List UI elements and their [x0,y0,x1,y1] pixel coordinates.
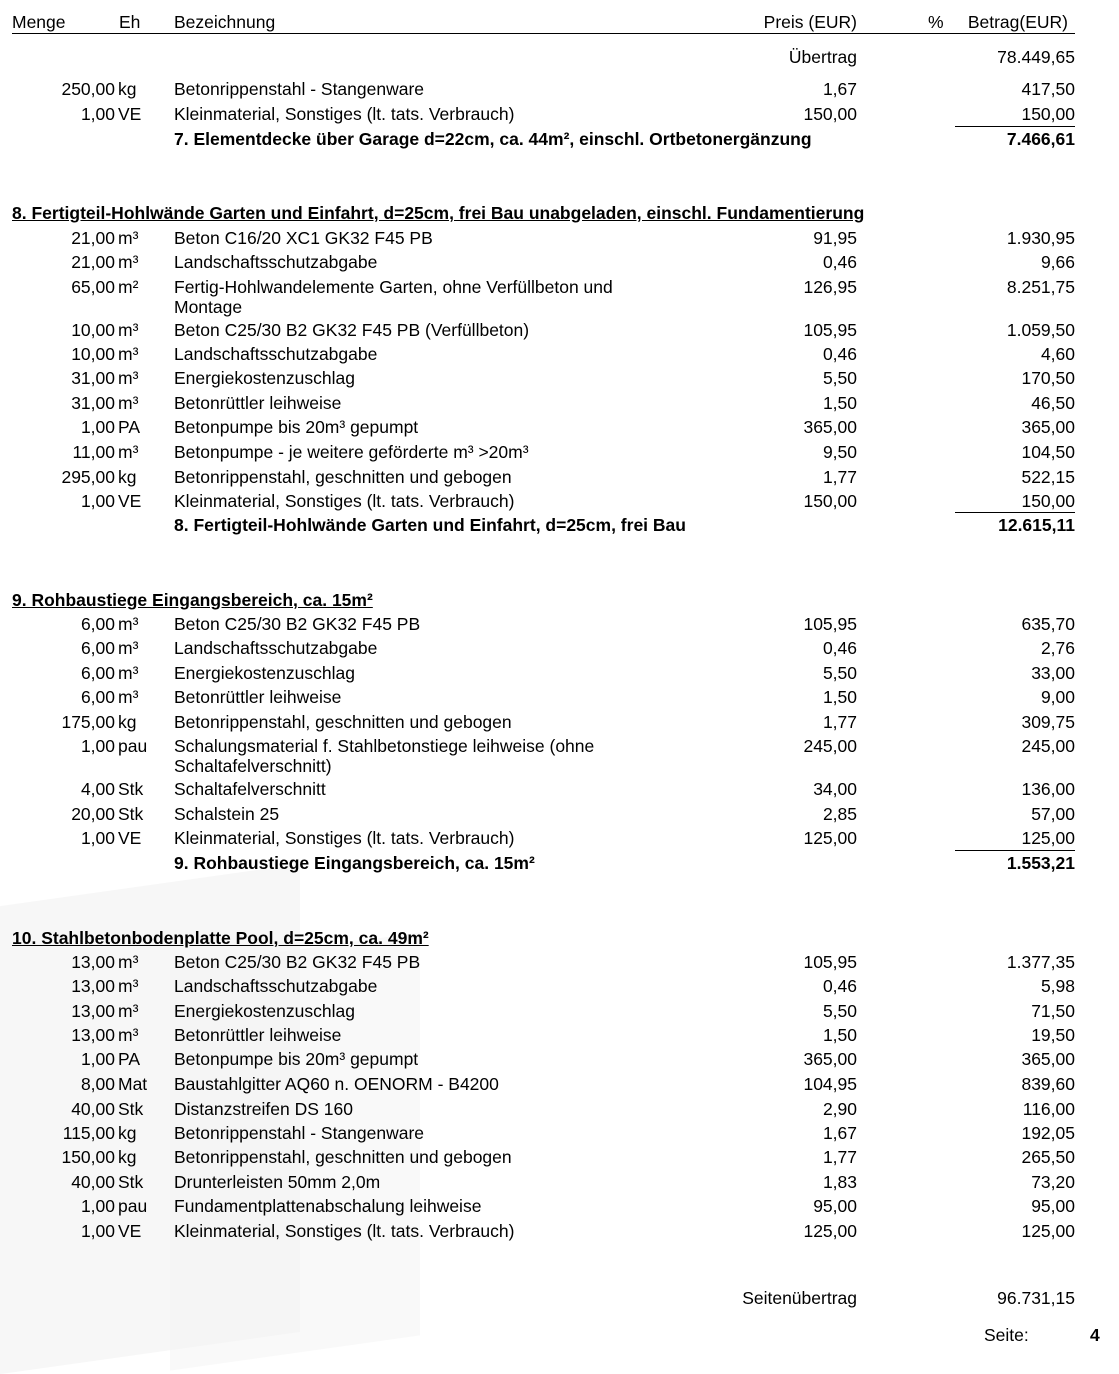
item-quantity: 1,00 [80,491,115,511]
item-unit: m³ [118,1001,139,1021]
item-unit-price: 365,00 [803,1049,857,1069]
item-unit-price: 2,85 [822,804,857,824]
item-amount: 1.930,95 [1006,228,1075,248]
item-description: Betonrippenstahl - Stangenware [174,79,425,99]
item-quantity: 1,00 [80,828,115,848]
item-description: Beton C25/30 B2 GK32 F45 PB [174,952,421,972]
item-unit: m³ [118,663,139,683]
item-unit-price: 95,00 [813,1196,857,1216]
item-amount: 125,00 [1021,1221,1075,1241]
item-amount: 104,50 [1021,442,1075,462]
item-amount: 8.251,75 [1006,277,1075,297]
section-total-value: 1.553,21 [1006,853,1075,873]
col-prozent-header: % [928,12,944,32]
item-unit-price: 150,00 [803,491,857,511]
item-amount: 2,76 [1040,638,1075,658]
item-description: Betonpumpe - je weitere geförderte m³ >20m³ [174,442,529,462]
item-quantity: 8,00 [80,1074,115,1094]
item-amount: 150,00 [1021,491,1075,511]
item-amount: 417,50 [1021,79,1075,99]
item-description: Drunterleisten 50mm 2,0m [174,1172,381,1192]
item-amount: 170,50 [1021,368,1075,388]
item-unit-price: 125,00 [803,828,857,848]
item-amount: 635,70 [1021,614,1075,634]
item-unit-price: 34,00 [813,779,857,799]
item-quantity: 31,00 [71,368,115,388]
item-amount: 125,00 [1021,828,1075,848]
uebertrag-value: 78.449,65 [997,47,1075,67]
item-description: Landschaftsschutzabgabe [174,252,378,272]
item-unit: Stk [118,1172,144,1192]
item-unit: pau [118,1196,148,1216]
section-total-value: 12.615,11 [998,515,1075,535]
item-description: Fundamentplattenabschalung leihweise [174,1196,482,1216]
item-description: Beton C16/20 XC1 GK32 F45 PB [174,228,433,248]
item-quantity: 6,00 [80,638,115,658]
item-unit: kg [118,1147,137,1167]
item-quantity: 250,00 [61,79,115,99]
item-unit-price: 1,83 [822,1172,857,1192]
item-quantity: 10,00 [71,320,115,340]
seitenuebertrag-label: Seitenübertrag [742,1288,857,1308]
item-unit-price: 125,00 [803,1221,857,1241]
item-description: Kleinmaterial, Sonstiges (lt. tats. Verbrauch) [174,828,515,848]
col-betrag-header: Betrag(EUR) [967,12,1068,32]
item-amount: 33,00 [1031,663,1075,683]
item-unit: VE [118,104,142,124]
item-quantity: 1,00 [80,1049,115,1069]
item-quantity: 6,00 [80,663,115,683]
item-unit: kg [118,712,137,732]
item-unit: Stk [118,804,144,824]
item-unit-price: 0,46 [822,252,857,272]
item-quantity: 65,00 [71,277,115,297]
item-description-cont: Schaltafelverschnitt) [174,756,332,776]
section-total-rule [955,512,1075,513]
item-unit: Stk [118,779,144,799]
item-amount: 5,98 [1040,976,1075,996]
item-quantity: 21,00 [71,228,115,248]
item-amount: 1.377,35 [1006,952,1075,972]
item-quantity: 40,00 [71,1172,115,1192]
item-unit-price: 0,46 [822,638,857,658]
item-unit-price: 0,46 [822,344,857,364]
item-unit-price: 1,67 [822,1123,857,1143]
item-description: Distanzstreifen DS 160 [174,1099,353,1119]
item-quantity: 115,00 [62,1123,115,1143]
section-total-value: 7.466,61 [1006,129,1075,149]
item-amount: 1.059,50 [1006,320,1075,340]
page-label: Seite: [984,1325,1029,1345]
item-description: Energiekostenzuschlag [174,368,355,388]
item-amount: 309,75 [1021,712,1075,732]
item-description: Landschaftsschutzabgabe [174,976,378,996]
item-unit: m³ [118,344,139,364]
item-amount: 839,60 [1021,1074,1075,1094]
item-unit-price: 150,00 [803,104,857,124]
item-quantity: 31,00 [71,393,115,413]
item-unit-price: 105,95 [803,320,857,340]
item-quantity: 150,00 [61,1147,115,1167]
item-description: Baustahlgitter AQ60 n. OENORM - B4200 [174,1074,499,1094]
item-unit: m² [118,277,139,297]
item-quantity: 1,00 [80,104,115,124]
col-bezeichnung-header: Bezeichnung [174,12,276,32]
item-amount: 73,20 [1031,1172,1075,1192]
item-unit-price: 245,00 [803,736,857,756]
item-description: Landschaftsschutzabgabe [174,344,378,364]
item-unit-price: 1,50 [822,393,857,413]
item-unit: m³ [118,1025,139,1045]
item-unit: m³ [118,442,139,462]
item-unit-price: 2,90 [822,1099,857,1119]
item-unit-price: 105,95 [803,614,857,634]
item-quantity: 1,00 [80,1221,115,1241]
item-unit-price: 5,50 [822,368,857,388]
item-unit-price: 0,46 [822,976,857,996]
item-description: Landschaftsschutzabgabe [174,638,378,658]
item-unit-price: 1,50 [822,687,857,707]
item-description: Betonrüttler leihweise [174,1025,342,1045]
item-description: Betonpumpe bis 20m³ gepumpt [174,1049,419,1069]
item-unit: Mat [118,1074,148,1094]
item-unit: PA [118,1049,141,1069]
item-quantity: 13,00 [71,952,115,972]
item-unit: PA [118,417,141,437]
item-unit: m³ [118,393,139,413]
item-quantity: 20,00 [71,804,115,824]
col-preis-header: Preis (EUR) [763,12,857,32]
item-unit: kg [118,1123,137,1143]
item-unit: m³ [118,228,139,248]
item-quantity: 1,00 [80,1196,115,1216]
item-unit: m³ [118,687,139,707]
item-unit-price: 365,00 [803,417,857,437]
item-description: Betonrippenstahl, geschnitten und gebogen [174,1147,512,1167]
item-unit: m³ [118,638,139,658]
item-amount: 116,00 [1022,1099,1075,1119]
item-description: Kleinmaterial, Sonstiges (lt. tats. Verbrauch) [174,491,515,511]
item-unit-price: 1,67 [822,79,857,99]
item-unit-price: 5,50 [822,663,857,683]
col-eh-header: Eh [119,12,141,32]
item-unit: m³ [118,614,139,634]
item-amount: 265,50 [1021,1147,1075,1167]
item-unit-price: 1,77 [822,467,857,487]
item-quantity: 295,00 [61,467,115,487]
item-unit: m³ [118,976,139,996]
item-amount: 71,50 [1031,1001,1075,1021]
item-unit: m³ [118,368,139,388]
item-unit-price: 1,77 [822,1147,857,1167]
item-quantity: 4,00 [80,779,115,799]
item-description: Beton C25/30 B2 GK32 F45 PB [174,614,421,634]
item-unit-price: 104,95 [803,1074,857,1094]
section-total-label: 8. Fertigteil-Hohlwände Garten und Einfahrt, d=25cm, frei Bau [174,515,686,535]
item-amount: 150,00 [1021,104,1075,124]
item-description: Energiekostenzuschlag [174,1001,355,1021]
item-amount: 4,60 [1040,344,1075,364]
item-quantity: 6,00 [80,614,115,634]
item-description: Schaltafelverschnitt [174,779,326,799]
item-unit-price: 126,95 [803,277,857,297]
item-description: Beton C25/30 B2 GK32 F45 PB (Verfüllbeton) [174,320,530,340]
item-quantity: 21,00 [71,252,115,272]
item-unit: kg [118,79,137,99]
item-description: Betonrippenstahl, geschnitten und gebogen [174,467,512,487]
col-menge-header: Menge [12,12,66,32]
item-amount: 9,66 [1040,252,1075,272]
item-description: Betonrippenstahl, geschnitten und gebogen [174,712,512,732]
item-unit: kg [118,467,137,487]
item-amount: 245,00 [1021,736,1075,756]
item-amount: 136,00 [1021,779,1075,799]
item-quantity: 13,00 [71,976,115,996]
item-description: Betonrippenstahl - Stangenware [174,1123,425,1143]
uebertrag-label: Übertrag [788,47,857,67]
item-unit-price: 9,50 [822,442,857,462]
item-unit: m³ [118,952,139,972]
section-heading: 10. Stahlbetonbodenplatte Pool, d=25cm, ca. 49m² [12,928,429,948]
page-number: 4 [1090,1325,1100,1345]
item-quantity: 11,00 [72,442,115,462]
item-unit-price: 105,95 [803,952,857,972]
item-quantity: 13,00 [71,1001,115,1021]
item-quantity: 40,00 [71,1099,115,1119]
item-amount: 95,00 [1031,1196,1075,1216]
item-description: Betonrüttler leihweise [174,393,342,413]
item-quantity: 10,00 [71,344,115,364]
item-amount: 46,50 [1031,393,1075,413]
item-quantity: 175,00 [61,712,115,732]
item-amount: 365,00 [1021,1049,1075,1069]
header-rule [12,33,1075,34]
item-amount: 19,50 [1031,1025,1075,1045]
item-amount: 365,00 [1021,417,1075,437]
item-description-cont: Montage [174,297,243,317]
item-description: Kleinmaterial, Sonstiges (lt. tats. Verbrauch) [174,104,515,124]
section-total-label: 9. Rohbaustiege Eingangsbereich, ca. 15m² [174,853,535,873]
section-total-label: 7. Elementdecke über Garage d=22cm, ca. 44m², einschl. Ortbetonergänzung [174,129,812,149]
item-unit: VE [118,828,142,848]
item-unit-price: 5,50 [822,1001,857,1021]
item-description: Fertig-Hohlwandelemente Garten, ohne Verfüllbeton und [174,277,613,297]
item-amount: 522,15 [1021,467,1075,487]
item-unit-price: 1,77 [822,712,857,732]
item-unit: VE [118,1221,142,1241]
item-unit-price: 91,95 [813,228,857,248]
item-description: Schalstein 25 [174,804,280,824]
item-quantity: 13,00 [71,1025,115,1045]
section-total-rule [955,850,1075,851]
item-quantity: 6,00 [80,687,115,707]
item-quantity: 1,00 [80,417,115,437]
item-description: Betonpumpe bis 20m³ gepumpt [174,417,419,437]
item-amount: 57,00 [1031,804,1075,824]
item-unit-price: 1,50 [822,1025,857,1045]
item-unit: m³ [118,320,139,340]
item-description: Schalungsmaterial f. Stahlbetonstiege leihweise (ohne [174,736,595,756]
item-description: Kleinmaterial, Sonstiges (lt. tats. Verbrauch) [174,1221,515,1241]
seitenuebertrag-value: 96.731,15 [997,1288,1075,1308]
item-amount: 9,00 [1040,687,1075,707]
item-unit: pau [118,736,148,756]
item-description: Energiekostenzuschlag [174,663,355,683]
item-unit: VE [118,491,142,511]
section-total-rule [955,126,1075,127]
item-quantity: 1,00 [80,736,115,756]
item-unit: Stk [118,1099,144,1119]
item-unit: m³ [118,252,139,272]
section-heading: 8. Fertigteil-Hohlwände Garten und Einfahrt, d=25cm, frei Bau unabgeladen, einschl. Fundamentierung [12,203,865,223]
section-heading: 9. Rohbaustiege Eingangsbereich, ca. 15m² [12,590,373,610]
item-amount: 192,05 [1021,1123,1075,1143]
item-description: Betonrüttler leihweise [174,687,342,707]
